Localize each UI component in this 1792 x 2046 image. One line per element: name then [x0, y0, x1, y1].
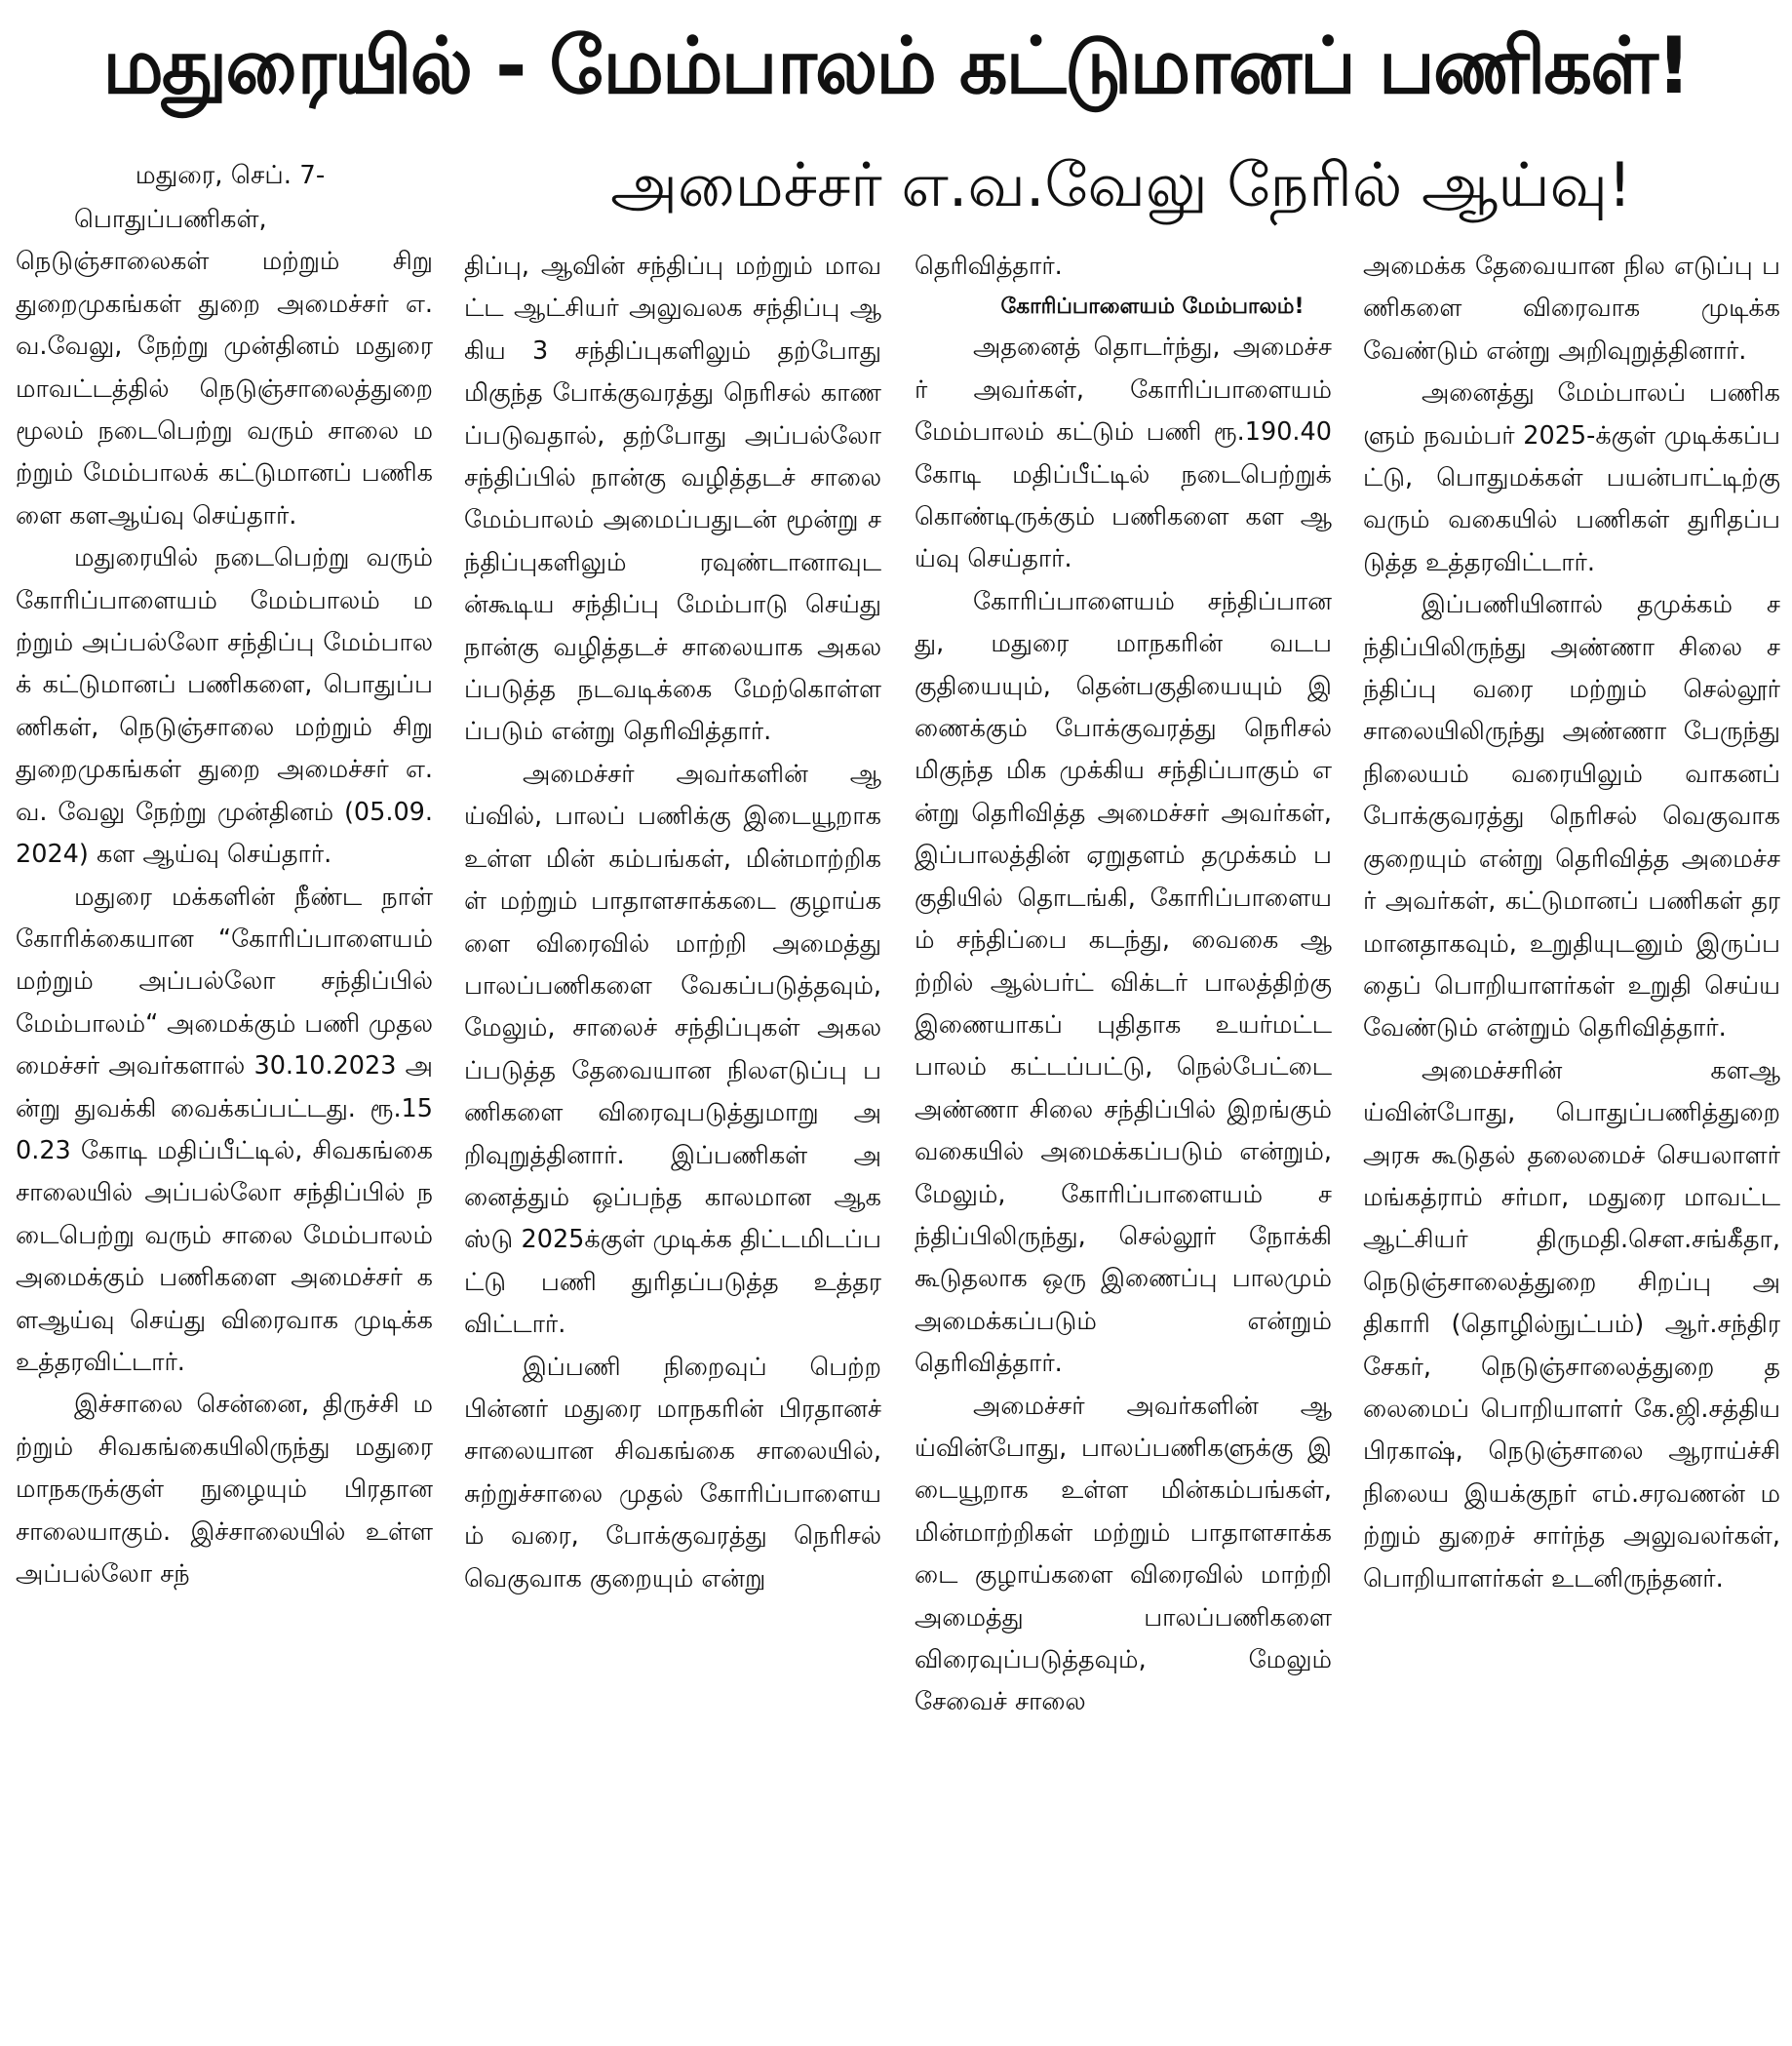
article-column-3 [915, 246, 1332, 2032]
paragraph: கோரிப்பாளையம் சந்திப்பானது, மதுரை மாநகரின் வடபகுதியையும், தென்பகுதியையும் இணைக்கும் போக்குவரத்து நெரிசல் மிகுந்த மிக முக்கிய சந்திப்பாகும் என்று தெரிவித்த அமைச்சர் அவர்கள், இப்பாலத்தின் ஏறுதளம் தமுக்கம் பகுதியில் தொடங்கி, கோரிப்பாளையம் சந்திப்பை கடந்து, வைகை ஆற்றில் ஆல்பர்ட் விக்டர் பாலத்திற்கு இணையாகப் புதிதாக உயர்மட்ட பாலம் கட்டப்பட்டு, நெல்பேட்டை அண்ணா சிலை சந்திப்பில் இறங்கும் வகையில் அமைக்கப்படும் என்றும், மேலும், கோரிப்பாளையம் சந்திப்பிலிருந்து, செல்லூர் நோக்கி கூடுதலாக ஒரு இணைப்பு பாலமும் அமைக்கப்படும் என்றும் தெரிவித்தார். [915, 586, 1332, 1379]
article-column-2 [464, 246, 881, 2032]
headline: மதுரையில் - மேம்பாலம் கட்டுமானப் பணிகள்! [102, 20, 1690, 111]
paragraph: தெரிவித்தார். [915, 252, 1063, 281]
article-column-4 [1363, 246, 1780, 2032]
paragraph: அதனைத் தொடர்ந்து, அமைச்சர் அவர்கள், கோரிப்பாளையம் மேம்பாலம் கட்டும் பணி ரூ.190.40 கோடி மதிப்பீட்டில் நடைபெற்றுக் கொண்டிருக்கும் பணிகளை கள ஆய்வு செய்தார். [915, 333, 1332, 574]
paragraph: அமைச்சர் அவர்களின் ஆய்வின்போது, பாலப்பணிகளுக்கு இடையூறாக உள்ள மின்கம்பங்கள், மின்மாற்றிகள் மற்றும் பாதாளசாக்கடை குழாய்களை விரைவில் மாற்றி அமைத்து பாலப்பணிகளை விரைவுப்படுத்தவும், மேலும் சேவைச் சாலை [915, 1391, 1332, 1717]
section-heading: கோரிப்பாளையம் மேம்பாலம்! [1000, 295, 1305, 320]
dateline: மதுரை, செப். 7- [135, 161, 326, 190]
paragraph: திப்பு, ஆவின் சந்திப்பு மற்றும் மாவட்ட ஆட்சியர் அலுவலக சந்திப்பு ஆகிய 3 சந்திப்புகளிலும் தற்போது மிகுந்த போக்குவரத்து நெரிசல் காணப்படுவதால், தற்போது அப்பல்லோ சந்திப்பில் நான்கு வழித்தடச் சாலை மேம்பாலம் அமைப்பதுடன் மூன்று சந்திப்புகளிலும் ரவுண்டானாவுடன்கூடிய சந்திப்பு மேம்பாடு செய்து நான்கு வழித்தடச் சாலையாக அகலப்படுத்த நடவடிக்கை மேற்கொள்ளப்படும் என்று தெரிவித்தார். [464, 252, 881, 747]
paragraph: அமைச்சர் அவர்களின் ஆய்வில், பாலப் பணிக்கு இடையூறாக உள்ள மின் கம்பங்கள், மின்மாற்றிகள் மற்றும் பாதாளசாக்கடை குழாய்களை விரைவில் மாற்றி அமைத்து பாலப்பணிகளை வேகப்படுத்தவும், மேலும், சாலைச் சந்திப்புகள் அகலப்படுத்த தேவையான நிலஎடுப்பு பணிகளை விரைவுபடுத்துமாறு அறிவுறுத்தினார். இப்பணிகள் அனைத்தும் ஒப்பந்த காலமான ஆகஸ்டு 2025க்குள் முடிக்க திட்டமிடப்பட்டு பணி துரிதப்படுத்த உத்தரவிட்டார். [464, 759, 881, 1340]
paragraph: மதுரையில் நடைபெற்று வரும் கோரிப்பாளையம் மேம்பாலம் மற்றும் அப்பல்லோ சந்திப்பு மேம்பாலக் கட்டுமானப் பணிகளை, பொதுப்பணிகள், நெடுஞ்சாலை மற்றும் சிறு துறைமுகங்கள் துறை அமைச்சர் எ.வ. வேலு நேற்று முன்தினம் (05.09.2024) கள ஆய்வு செய்தார். [16, 543, 433, 870]
paragraph: பொதுப்பணிகள், நெடுஞ்சாலைகள் மற்றும் சிறு துறைமுகங்கள் துறை அமைச்சர் எ.வ.வேலு, நேற்று முன்தினம் மதுரை மாவட்டத்தில் நெடுஞ்சாலைத்துறை மூலம் நடைபெற்று வரும் சாலை மற்றும் மேம்பாலக் கட்டுமானப் பணிகளை களஆய்வு செய்தார். [16, 205, 433, 531]
article-column-1 [16, 199, 433, 2032]
paragraph: அமைச்சரின் களஆய்வின்போது, பொதுப்பணித்துறை அரசு கூடுதல் தலைமைச் செயலாளர் மங்கத்ராம் சர்மா, மதுரை மாவட்ட ஆட்சியர் திருமதி.சௌ.சங்கீதா, நெடுஞ்சாலைத்துறை சிறப்பு அதிகாரி (தொழில்நுட்பம்) ஆர்.சந்திரசேகர், நெடுஞ்சாலைத்துறை தலைமைப் பொறியாளர் கே.ஜி.சத்திய பிரகாஷ், நெடுஞ்சாலை ஆராய்ச்சி நிலைய இயக்குநர் எம்.சரவணன் மற்றும் துறைச் சார்ந்த அலுவலர்கள், பொறியாளர்கள் உடனிருந்தனர். [1363, 1055, 1780, 1594]
subheadline: அமைச்சர் எ.வ.வேலு நேரில் ஆய்வு! [610, 149, 1632, 220]
paragraph: அமைக்க தேவையான நில எடுப்பு பணிகளை விரைவாக முடிக்க வேண்டும் என்று அறிவுறுத்தினார். [1363, 252, 1780, 366]
paragraph: இச்சாலை சென்னை, திருச்சி மற்றும் சிவகங்கையிலிருந்து மதுரை மாநகருக்குள் நுழையும் பிரதான சாலையாகும். இச்சாலையில் உள்ள அப்பல்லோ சந் [16, 1390, 433, 1589]
paragraph: அனைத்து மேம்பாலப் பணிகளும் நவம்பர் 2025-க்குள் முடிக்கப்பட்டு, பொதுமக்கள் பயன்பாட்டிற்கு வரும் வகையில் பணிகள் துரிதப்படுத்த உத்தரவிட்டார். [1363, 378, 1780, 577]
paragraph: இப்பணி நிறைவுப் பெற்ற பின்னர் மதுரை மாநகரின் பிரதானச் சாலையான சிவகங்கை சாலையில், சுற்றுச்சாலை முதல் கோரிப்பாளையம் வரை, போக்குவரத்து நெரிசல் வெகுவாக குறையும் என்று [464, 1352, 881, 1594]
paragraph: இப்பணியினால் தமுக்கம் சந்திப்பிலிருந்து அண்ணா சிலை சந்திப்பு வரை மற்றும் செல்லூர் சாலையிலிருந்து அண்ணா பேருந்து நிலையம் வரையிலும் வாகனப் போக்குவரத்து நெரிசல் வெகுவாக குறையும் என்று தெரிவித்த அமைச்சர் அவர்கள், கட்டுமானப் பணிகள் தரமானதாகவும், உறுதியுடனும் இருப்பதைப் பொறியாளர்கள் உறுதி செய்ய வேண்டும் என்றும் தெரிவித்தார். [1363, 590, 1780, 1043]
paragraph: மதுரை மக்களின் நீண்ட நாள் கோரிக்கையான “கோரிப்பாளையம் மற்றும் அப்பல்லோ சந்திப்பில் மேம்பாலம்“ அமைக்கும் பணி முதலமைச்சர் அவர்களால் 30.10.2023 அன்று துவக்கி வைக்கப்பட்டது. ரூ.150.23 கோடி மதிப்பீட்டில், சிவகங்கை சாலையில் அப்பல்லோ சந்திப்பில் நடைபெற்று வரும் சாலை மேம்பாலம் அமைக்கும் பணிகளை அமைச்சர் களஆய்வு செய்து விரைவாக முடிக்க உத்தரவிட்டார். [16, 882, 433, 1377]
